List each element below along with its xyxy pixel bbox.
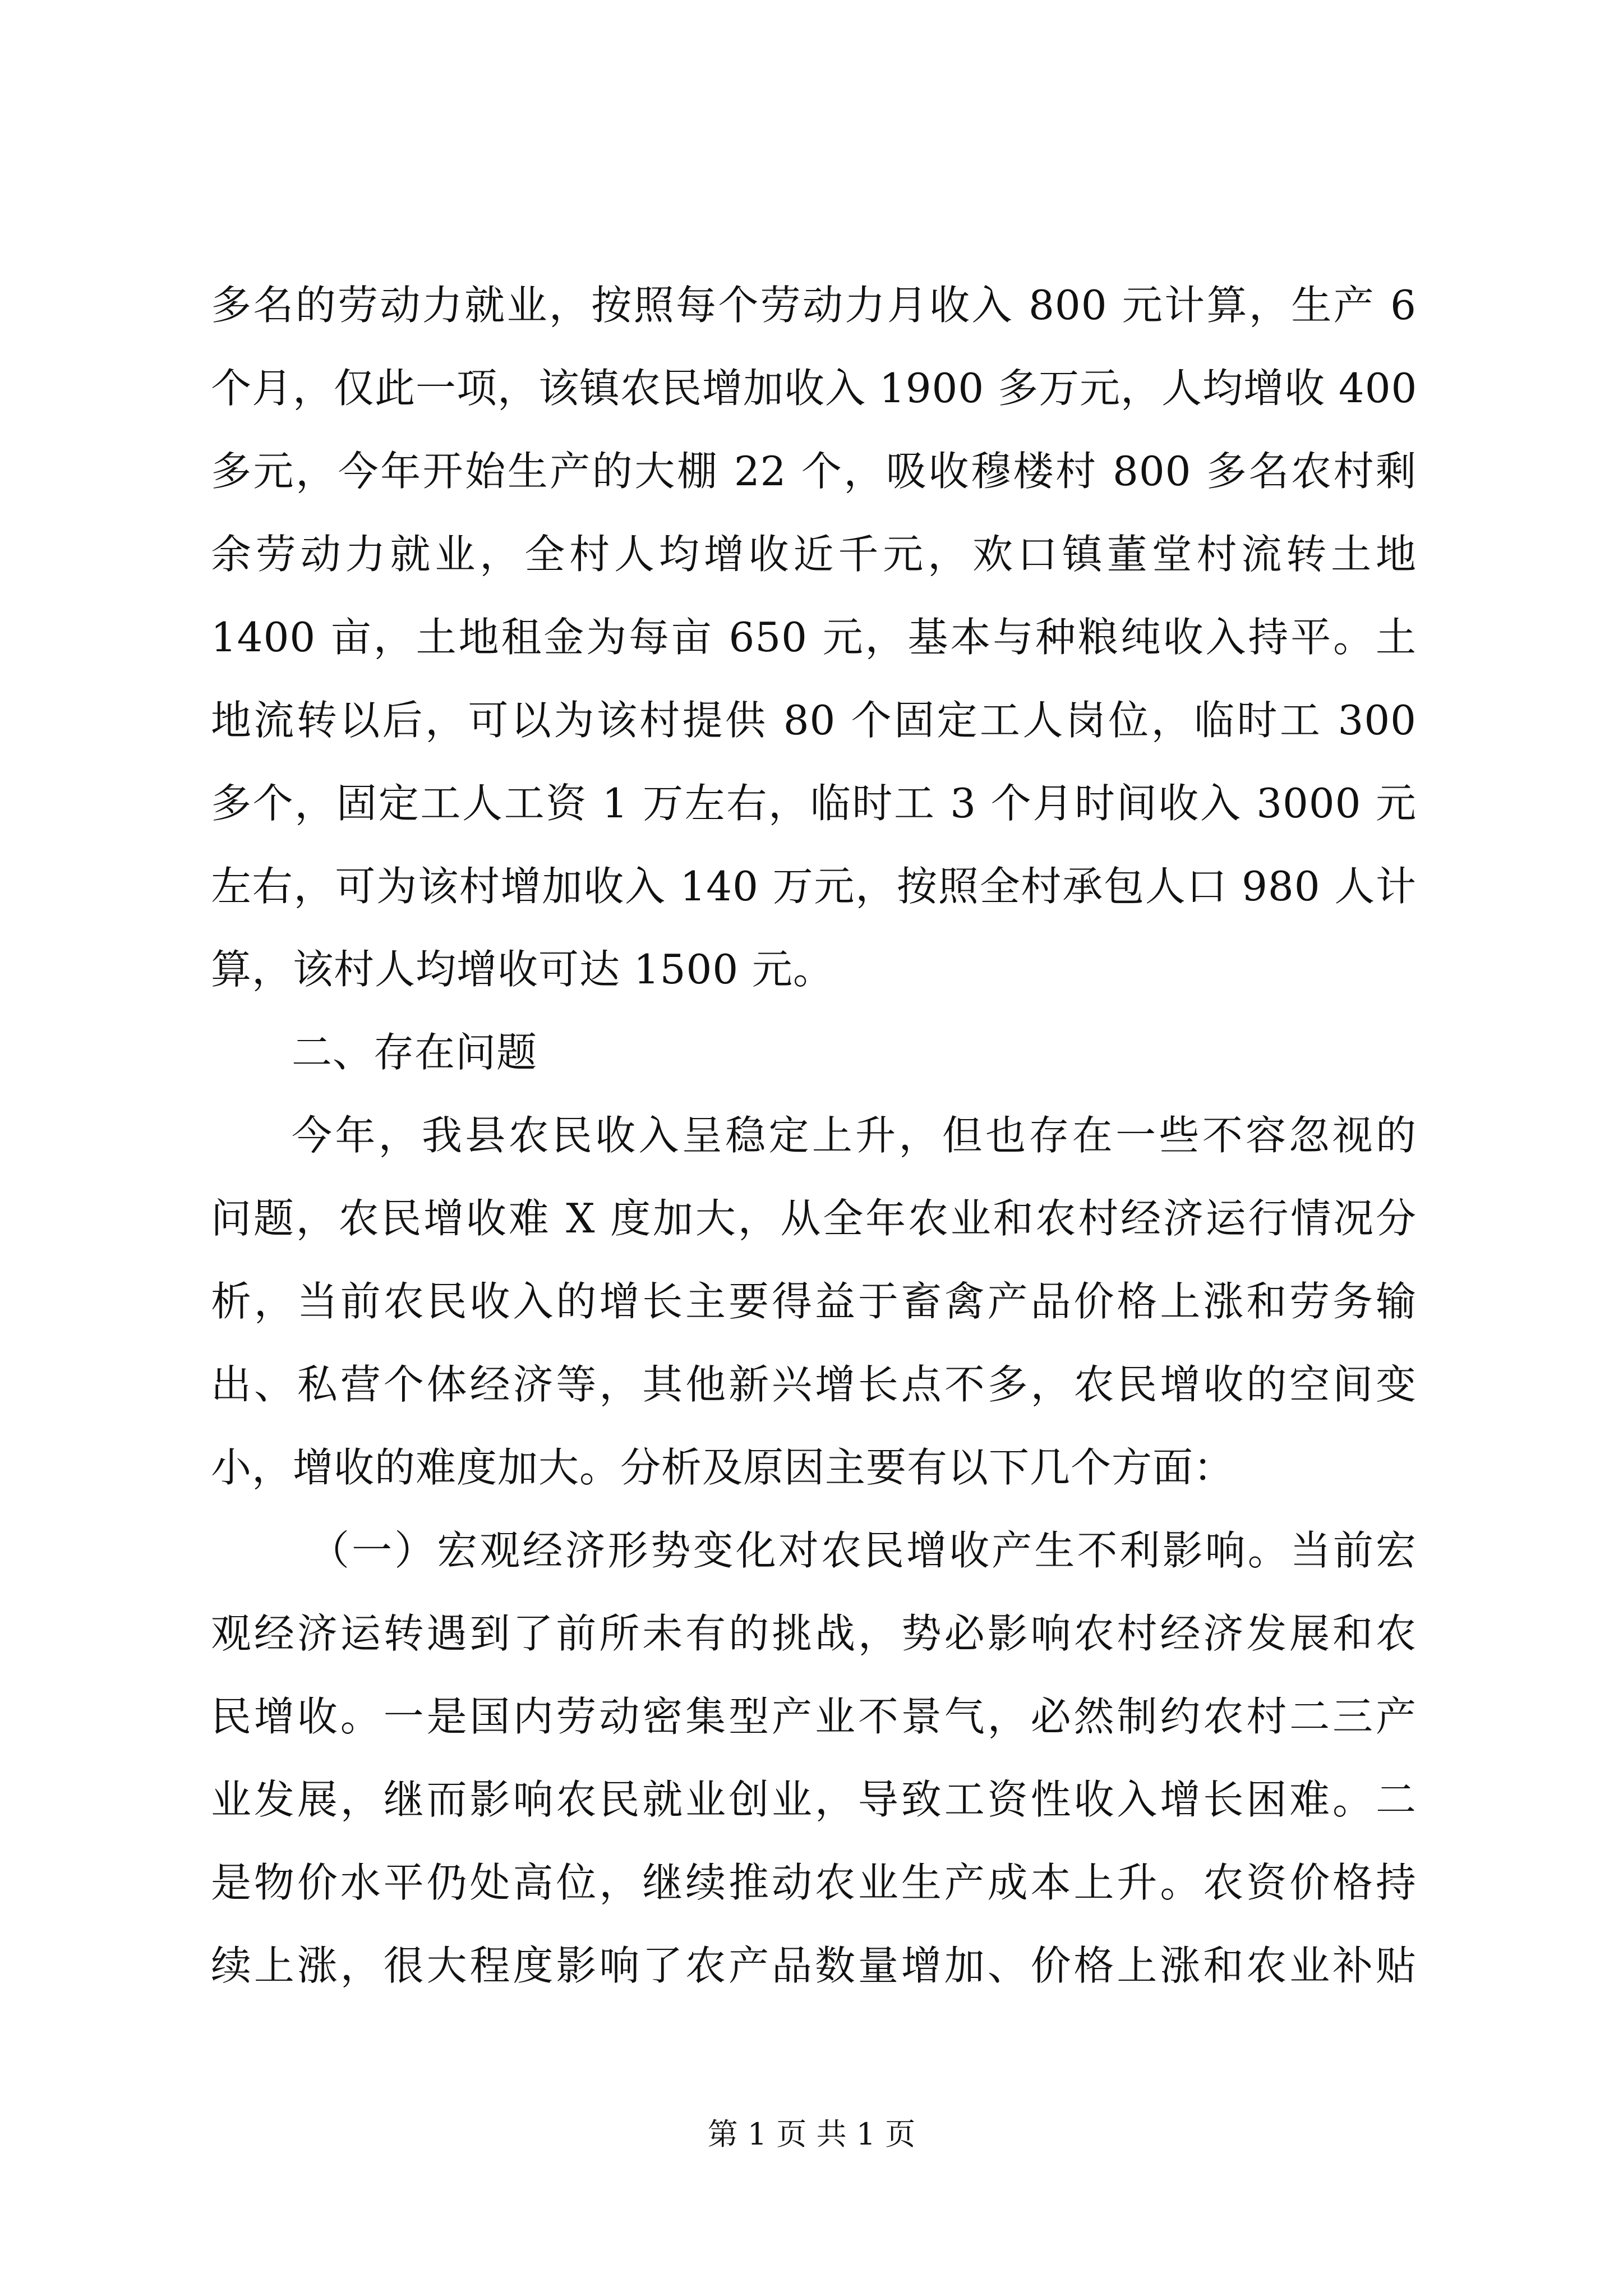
paragraph-line: 今年，我县农民收入呈稳定上升，但也存在一些不容忽视的 — [292, 1112, 1417, 1159]
paragraph-line: 多个，固定工人工资 1 万左右，临时工 3 个月时间收入 3000 元 — [211, 780, 1417, 827]
paragraph-line: 算，该村人均增收可达 1500 元。 — [211, 946, 834, 993]
paragraph-line: 续上涨，很大程度影响了农产品数量增加、价格上涨和农业补贴 — [211, 1942, 1417, 1989]
paragraph-line: 小，增收的难度加大。分析及原因主要有以下几个方面： — [211, 1444, 1235, 1491]
paragraph-line: 民增收。一是国内劳动密集型产业不景气，必然制约农村二三产 — [211, 1693, 1417, 1740]
paragraph-line: 多元，今年开始生产的大棚 22 个，吸收穆楼村 800 多名农村剩 — [211, 448, 1417, 495]
paragraph-line: 是物价水平仍处高位，继续推动农业生产成本上升。农资价格持 — [211, 1859, 1417, 1906]
section-heading: 二、存在问题 — [292, 1029, 538, 1076]
paragraph-line: 问题，农民增收难 X 度加大，从全年农业和农村经济运行情况分 — [211, 1195, 1417, 1242]
paragraph-line: 余劳动力就业，全村人均增收近千元，欢口镇董堂村流转土地 — [211, 531, 1417, 578]
document-body — [211, 264, 1417, 2007]
paragraph-line: 出、私营个体经济等，其他新兴增长点不多，农民增收的空间变 — [211, 1361, 1417, 1408]
paragraph-line: （一）宏观经济形势变化对农民增收产生不利影响。当前宏 — [309, 1527, 1417, 1574]
paragraph-line: 观经济运转遇到了前所未有的挑战，势必影响农村经济发展和农 — [211, 1610, 1417, 1657]
paragraph-line: 业发展，继而影响农民就业创业，导致工资性收入增长困难。二 — [211, 1776, 1417, 1823]
paragraph-line: 1400 亩，土地租金为每亩 650 元，基本与种粮纯收入持平。土 — [211, 614, 1417, 661]
paragraph-line: 析，当前农民收入的增长主要得益于畜禽产品价格上涨和劳务输 — [211, 1278, 1417, 1325]
paragraph-line: 左右，可为该村增加收入 140 万元，按照全村承包人口 980 人计 — [211, 863, 1417, 910]
page-footer: 第 1 页 共 1 页 — [707, 2116, 916, 2152]
paragraph-line: 多名的劳动力就业，按照每个劳动力月收入 800 元计算，生产 6 — [211, 282, 1417, 329]
paragraph-line: 地流转以后，可以为该村提供 80 个固定工人岗位，临时工 300 — [211, 697, 1417, 744]
paragraph-line: 个月，仅此一项，该镇农民增加收入 1900 多万元，人均增收 400 — [211, 365, 1418, 412]
